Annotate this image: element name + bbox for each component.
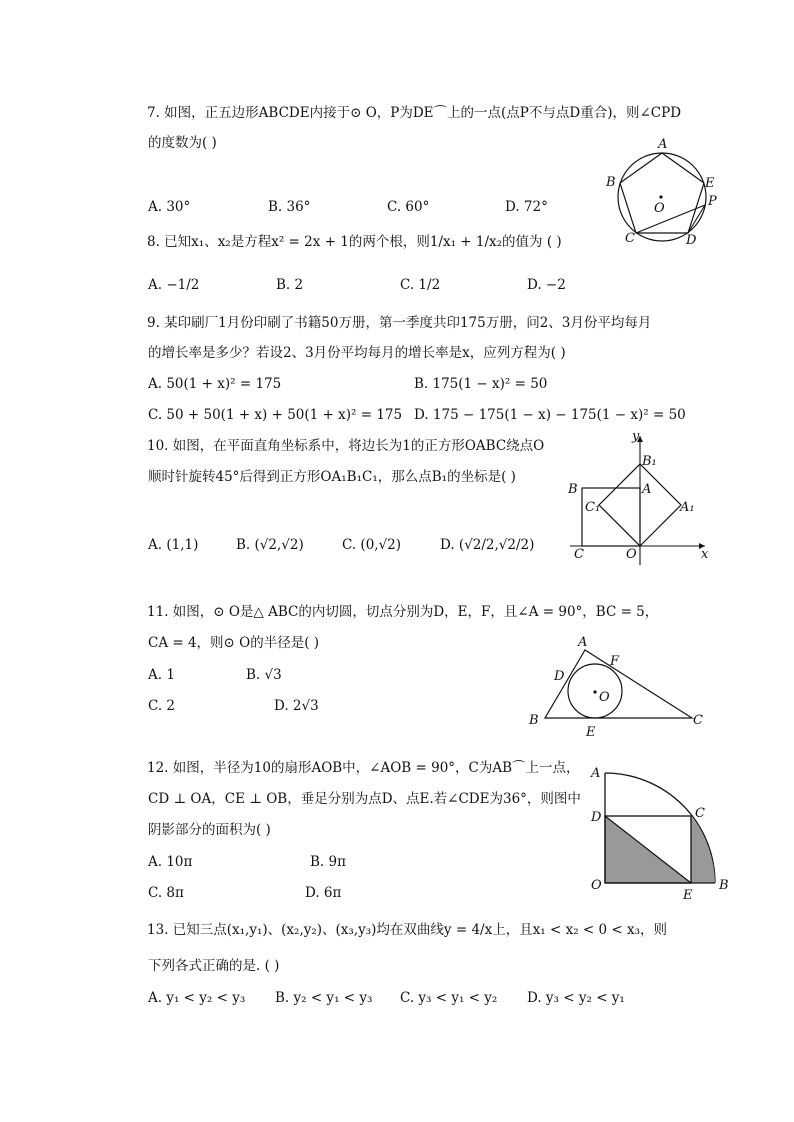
q12-stem-line3: 阴影部分的面积为( ): [148, 822, 271, 838]
q7-label-c: C: [625, 231, 635, 246]
q12-option-a: A. 10π: [148, 854, 193, 870]
q11-label-a: A: [578, 635, 588, 650]
q11-label-e: E: [586, 725, 596, 740]
q7-label-e: E: [705, 176, 715, 191]
q10-stem-line2: 顺时针旋转45°后得到正方形OA₁B₁C₁，那么点B₁的坐标是( ): [148, 469, 516, 485]
q7-label-a: A: [658, 137, 668, 152]
q12-sector-figure: [585, 765, 735, 905]
q12-option-b: B. 9π: [310, 854, 346, 870]
q11-stem-line1: 11. 如图，⊙ O是△ ABC的内切圆，切点分别为D，E，F，且∠A = 90°，BC = 5，: [147, 604, 659, 620]
q7-label-o: O: [654, 201, 665, 216]
q10-option-d: D. (√2/2,√2/2): [440, 537, 535, 553]
q12-label-d: D: [591, 810, 602, 825]
q7-stem-line1: 7. 如图，正五边形ABCDE内接于⊙ O，P为DE⌒上的一点(点P不与点D重合)，则∠CPD: [147, 105, 682, 121]
q12-stem-line1: 12. 如图，半径为10的扇形AOB中，∠AOB = 90°，C为AB⌒上一点，: [147, 760, 580, 776]
q11-option-b: B. √3: [246, 667, 282, 683]
q10-rotation-figure: [560, 430, 720, 570]
q13-option-b: B. y₂ < y₁ < y₃: [275, 990, 373, 1006]
q13-option-c: C. y₃ < y₁ < y₂: [400, 990, 498, 1006]
q10-label-b1: B₁: [642, 454, 657, 469]
q12-label-e: E: [683, 888, 693, 903]
q10-option-b: B. (√2,√2): [236, 537, 304, 553]
q10-stem-line1: 10. 如图，在平面直角坐标系中，将边长为1的正方形OABC绕点O: [147, 438, 545, 454]
q9-option-c: C. 50 + 50(1 + x) + 50(1 + x)² = 175: [148, 407, 403, 423]
q11-label-c: C: [693, 713, 703, 728]
q10-label-y: y: [632, 429, 640, 444]
q10-option-a: A. (1,1): [148, 537, 199, 553]
q8-option-a: A. −1/2: [148, 277, 200, 293]
q9-stem-line1: 9. 某印刷厂1月份印刷了书籍50万册，第一季度共印175万册，问2、3月份平均每月: [147, 315, 652, 331]
q10-label-x: x: [701, 547, 709, 562]
q10-label-a: A: [642, 482, 652, 497]
q13-stem-line1: 13. 已知三点(x₁,y₁)、(x₂,y₂)、(x₃,y₃)均在双曲线y = 4/x上，且x₁ < x₂ < 0 < x₃，则: [147, 922, 668, 938]
q11-incircle-figure: [525, 630, 725, 740]
q11-label-o: O: [599, 690, 610, 705]
q10-label-b: B: [568, 482, 578, 497]
q7-option-c: C. 60°: [387, 199, 430, 215]
q8-option-d: D. −2: [527, 277, 566, 293]
q10-label-o: O: [626, 547, 637, 562]
q10-label-c: C: [574, 547, 584, 562]
q12-option-c: C. 8π: [148, 885, 184, 901]
q8-option-c: C. 1/2: [400, 277, 441, 293]
q11-label-d: D: [554, 669, 565, 684]
q11-option-d: D. 2√3: [274, 698, 319, 714]
q7-option-a: A. 30°: [148, 199, 191, 215]
q7-option-b: B. 36°: [268, 199, 311, 215]
q12-option-d: D. 6π: [305, 885, 342, 901]
q9-stem-line2: 的增长率是多少？若设2、3月份平均每月的增长率是x，应列方程为( ): [148, 345, 566, 361]
q13-stem-line2: 下列各式正确的是. ( ): [148, 958, 280, 974]
q10-option-c: C. (0,√2): [342, 537, 402, 553]
q11-option-c: C. 2: [148, 698, 176, 714]
q13-option-d: D. y₃ < y₂ < y₁: [527, 990, 625, 1006]
q12-label-c: C: [695, 806, 705, 821]
q13-option-a: A. y₁ < y₂ < y₃: [148, 990, 246, 1006]
q11-option-a: A. 1: [148, 667, 175, 683]
q11-label-b: B: [529, 713, 539, 728]
q8-option-b: B. 2: [276, 277, 304, 293]
q9-option-a: A. 50(1 + x)² = 175: [148, 376, 282, 392]
q7-label-p: P: [708, 194, 717, 209]
q7-label-d: D: [686, 233, 697, 248]
q9-option-d: D. 175 − 175(1 − x) − 175(1 − x)² = 50: [414, 407, 686, 423]
q7-label-b: B: [606, 175, 616, 190]
q12-label-o: O: [591, 878, 602, 893]
q9-option-b: B. 175(1 − x)² = 50: [414, 376, 548, 392]
q12-stem-line2: CD ⊥ OA，CE ⊥ OB，垂足分别为点D、点E.若∠CDE为36°，则图中: [148, 791, 581, 807]
q8-stem: 8. 已知x₁、x₂是方程x² = 2x + 1的两个根，则1/x₁ + 1/x₂的值为 ( ): [147, 234, 562, 250]
q7-option-d: D. 72°: [505, 199, 548, 215]
q7-pentagon-figure: [600, 135, 730, 255]
q10-label-a1: A₁: [680, 500, 695, 515]
q12-label-a: A: [591, 766, 601, 781]
q10-label-c1: C₁: [585, 500, 601, 515]
q11-label-f: F: [610, 654, 620, 669]
q12-label-b: B: [719, 878, 729, 893]
q11-stem-line2: CA = 4，则⊙ O的半径是( ): [148, 635, 320, 651]
q7-stem-line2: 的度数为( ): [148, 135, 217, 151]
